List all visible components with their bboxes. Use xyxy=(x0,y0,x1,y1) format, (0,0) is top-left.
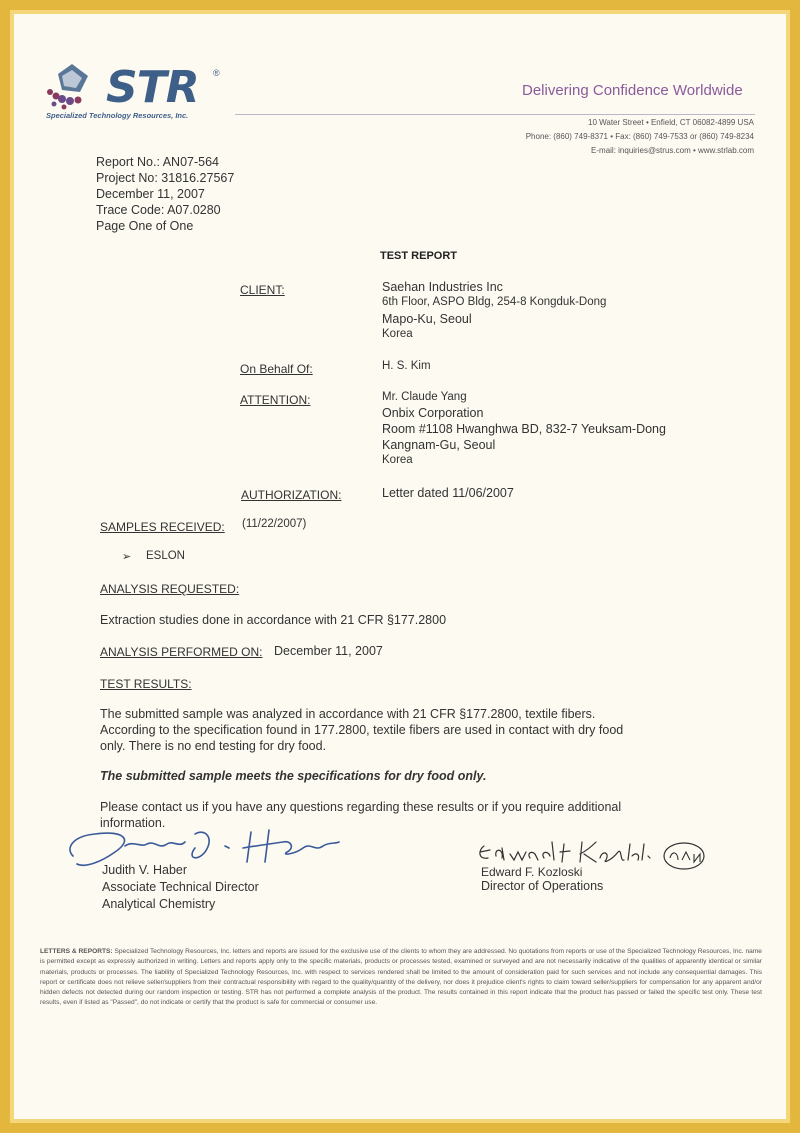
result-line: The submitted sample was analyzed in accordance with 21 CFR §177.2800, textile fibers. xyxy=(100,707,596,721)
signatory-left-title: Associate Technical Director xyxy=(102,880,259,894)
analysis-performed-value: December 11, 2007 xyxy=(274,644,383,658)
result-conclusion: The submitted sample meets the specifications for dry food only. xyxy=(100,769,487,783)
report-number: Report No.: AN07-564 xyxy=(96,155,219,169)
legal-disclaimer xyxy=(40,947,762,1009)
attention-label: ATTENTION: xyxy=(240,393,311,407)
authorization-label: AUTHORIZATION: xyxy=(241,488,342,502)
samples-date: (11/22/2007) xyxy=(242,518,307,530)
signature-judith-haber xyxy=(55,818,345,878)
logo-tagline: Specialized Technology Resources, Inc. xyxy=(46,111,189,120)
signatory-left-department: Analytical Chemistry xyxy=(102,897,216,911)
str-logo-icon xyxy=(42,62,104,112)
analysis-requested-label: ANALYSIS REQUESTED: xyxy=(100,582,240,596)
attention-line: Korea xyxy=(382,454,413,466)
page-indicator: Page One of One xyxy=(96,219,194,233)
analysis-performed-label: ANALYSIS PERFORMED ON: xyxy=(100,645,263,659)
report-page xyxy=(10,10,790,1123)
attention-line: Onbix Corporation xyxy=(382,406,484,420)
result-line: only. There is no end testing for dry food. xyxy=(100,739,327,753)
client-line: Mapo-Ku, Seoul xyxy=(382,312,472,326)
company-address: 10 Water Street • Enfield, CT 06082-4899 USA xyxy=(588,118,754,127)
disclaimer-lead: LETTERS & REPORTS: xyxy=(40,948,113,955)
client-line: 6th Floor, ASPO Bldg, 254-8 Kongduk-Dong xyxy=(382,296,607,308)
client-line: Saehan Industries Inc xyxy=(382,280,503,294)
company-slogan: Delivering Confidence Worldwide xyxy=(522,82,743,99)
behalf-value: H. S. Kim xyxy=(382,360,431,372)
samples-label: SAMPLES RECEIVED: xyxy=(100,520,225,534)
authorization-value: Letter dated 11/06/2007 xyxy=(382,486,514,500)
disclaimer-text: Specialized Technology Resources, Inc. letters and reports are issued for the exclusive use of the clients to whom they are addressed. No quotations from reports or use of the Specialized Technology Resources, Inc. name is permitted except as expressly authorized in writing. Letters and reports apply only to the specific materials, products or processes tested, examined or surveyed and are not necessarily indicative of the qualities of apparently identical or similar materials, products or processes. The liability of Specialized Technology Resources, Inc. with respect to services rendered shall be limited to the amount of consideration paid for such services and not include any consequential damages. This report or certificate does not relieve seller/suppliers from their contractual responsibility with regard to the quality/quantity of the delivery, nor does it prejudice client's rights to claim toward seller/suppliers for compensation for any apparent and/or hidden defects not detected during our random inspection or testing. STR has not performed a complete analysis of the product. The results contained in this report indicate that the product has passed or failed the specific test only. These test results, even if listed as "Passed", do not indicate or certify that the product is safe for commercial or consumer use. xyxy=(40,948,762,1007)
contact-line: information. xyxy=(100,816,166,830)
result-line: According to the specification found in 177.2800, textile fibers are used in contact with dry food xyxy=(100,723,624,737)
company-email: E-mail: inquiries@strus.com • www.strlab.com xyxy=(591,146,754,155)
sample-item: ESLON xyxy=(146,550,185,562)
signatory-right-name: Edward F. Kozloski xyxy=(481,865,583,879)
logo-wordmark: STR xyxy=(106,62,199,113)
bullet-arrow-icon: ➢ xyxy=(122,551,132,563)
attention-line: Mr. Claude Yang xyxy=(382,391,467,403)
logo-registered-mark: ® xyxy=(213,68,220,78)
header-divider xyxy=(235,114,755,115)
client-label: CLIENT: xyxy=(240,283,285,297)
company-phone: Phone: (860) 749-8371 • Fax: (860) 749-7533 or (860) 749-8234 xyxy=(525,132,754,141)
client-line: Korea xyxy=(382,328,413,340)
project-number: Project No: 31816.27567 xyxy=(96,171,235,185)
attention-line: Room #1108 Hwanghwa BD, 832-7 Yeuksam-Dong xyxy=(382,422,666,436)
signatory-right-title: Director of Operations xyxy=(481,879,604,893)
test-results-label: TEST RESULTS: xyxy=(100,677,192,691)
trace-code: Trace Code: A07.0280 xyxy=(96,203,221,217)
analysis-requested-text: Extraction studies done in accordance with 21 CFR §177.2800 xyxy=(100,613,447,627)
attention-line: Kangnam-Gu, Seoul xyxy=(382,438,496,452)
contact-line: Please contact us if you have any questions regarding these results or if you require additional xyxy=(100,800,622,814)
report-date: December 11, 2007 xyxy=(96,187,205,201)
behalf-label: On Behalf Of: xyxy=(240,362,313,376)
report-title: TEST REPORT xyxy=(380,250,458,262)
signatory-left-name: Judith V. Haber xyxy=(102,863,188,877)
